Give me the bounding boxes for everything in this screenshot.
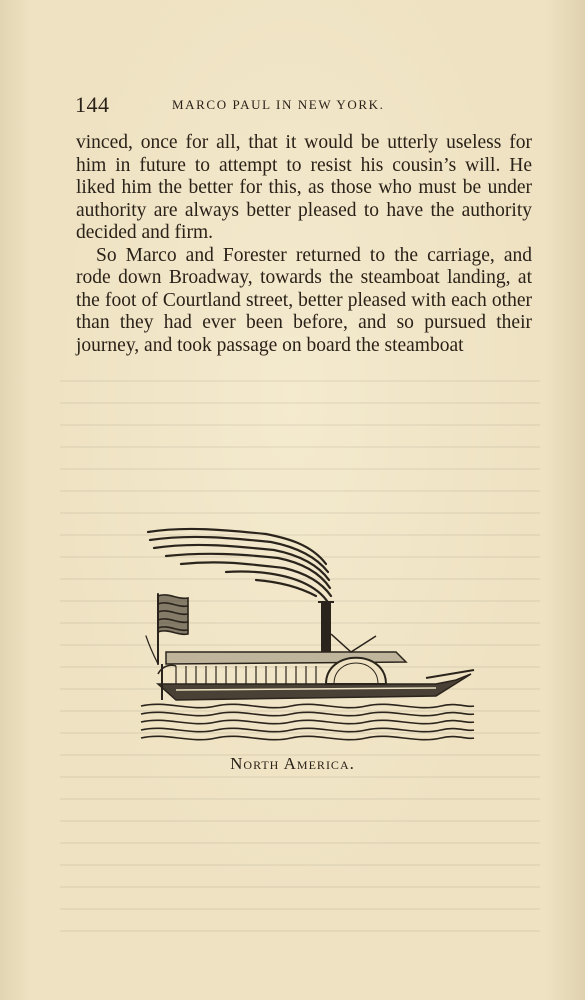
page-number: 144 — [75, 92, 110, 117]
paragraph: So Marco and Forester returned to the carriage, and rode down Broadway, towards the steamboat landing, at the foot of Courtland street, better pleased with each other than they had ever been before, and so pursued their journey, and took passage on board the steamboat — [76, 244, 532, 356]
smoke-plume — [148, 529, 331, 606]
running-head: MARCO PAUL IN NEW YORK. — [172, 97, 385, 112]
body-text — [76, 132, 532, 357]
water-waves — [141, 704, 474, 739]
paragraph: vinced, once for all, that it would be utterly useless for him in future to attempt to resist his cousin’s will. He liked him the better for this, as those who must be under authority are always better pleased to have the authority decided and firm. — [76, 132, 532, 243]
page-header — [75, 92, 535, 116]
hull-and-deck — [158, 602, 474, 700]
illustration-caption: North America. — [230, 754, 355, 773]
steamboat-illustration — [136, 524, 476, 749]
